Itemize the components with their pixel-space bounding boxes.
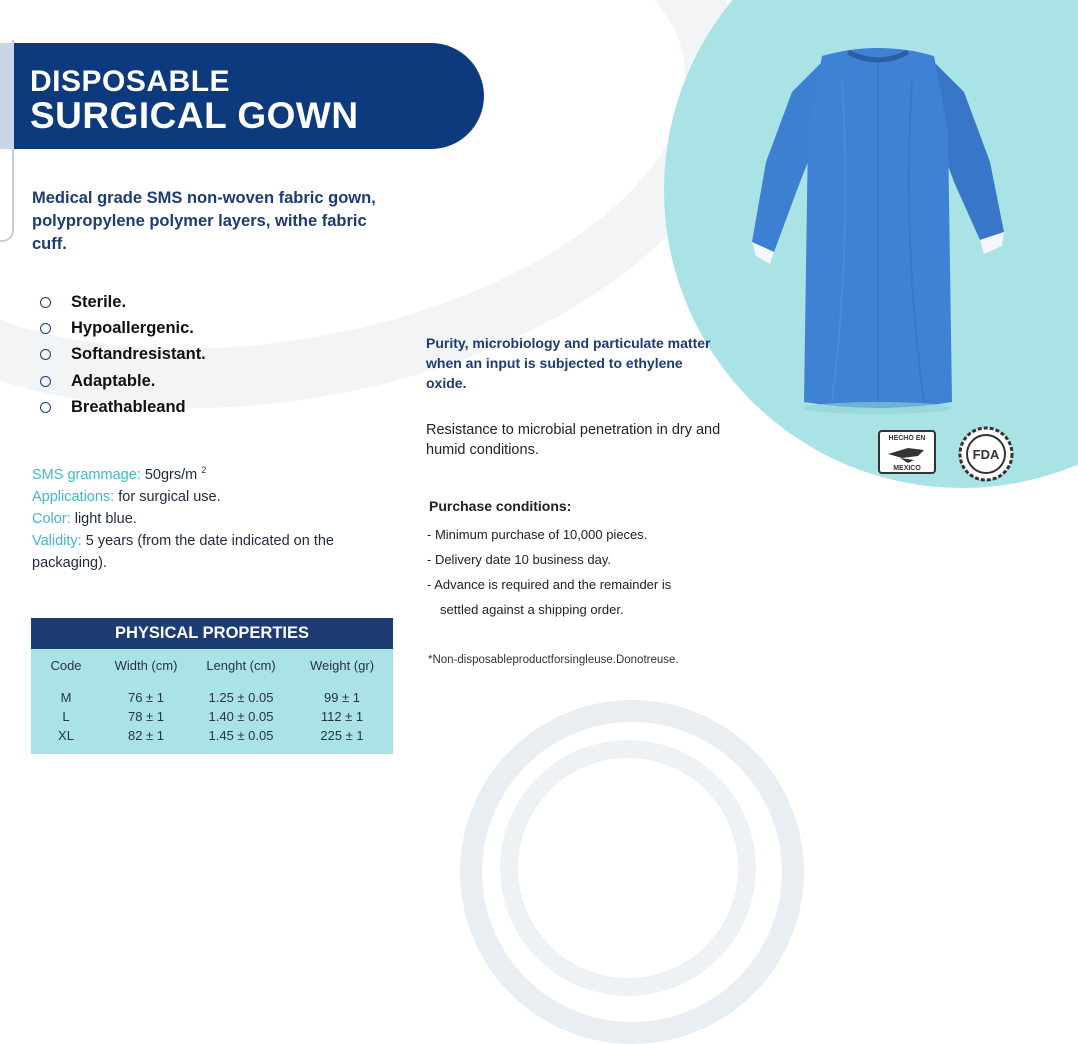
circle-bullet-icon: [40, 376, 51, 387]
spec-label: Color:: [32, 510, 71, 527]
table-title: PHYSICAL PROPERTIES: [31, 618, 393, 649]
purchase-conditions: [427, 498, 671, 622]
title-line-1: DISPOSABLE: [30, 65, 231, 98]
table-cell: 1.25 ± 0.05: [208, 690, 274, 705]
spec-value: 5 years (from the date indicated on the packaging).: [32, 532, 334, 571]
spec-validity: [32, 530, 402, 574]
spec-label: Validity:: [32, 532, 82, 549]
resistance-statement: Resistance to microbial penetration in dry and humid conditions.: [426, 422, 721, 458]
purchase-line: - Advance is required and the remainder is: [427, 577, 672, 592]
spec-applications: [32, 486, 402, 508]
circle-bullet-icon: [40, 323, 51, 334]
specifications: [32, 459, 402, 574]
feature-list: [40, 289, 206, 420]
table-row: [31, 688, 393, 707]
spec-value: for surgical use.: [118, 488, 221, 505]
feature-text: Breathableand: [71, 397, 186, 416]
spec-value: 50grs/m: [144, 466, 198, 483]
circle-bullet-icon: [40, 402, 51, 413]
feature-item: [40, 394, 206, 420]
purchase-line: settled against a shipping order.: [440, 602, 624, 617]
column-header: Code: [50, 658, 82, 673]
table-cell: 78 ± 1: [127, 709, 165, 724]
feature-text: Sterile.: [71, 292, 127, 311]
hecho-en-mexico-seal-icon: [878, 430, 936, 474]
purchase-line: - Delivery date 10 business day.: [427, 552, 612, 567]
feature-text: Softandresistant.: [71, 345, 206, 364]
feature-item: [40, 368, 206, 394]
spec-superscript: 2: [201, 465, 207, 475]
title-banner: [14, 43, 484, 149]
table-row: [31, 707, 393, 726]
title-line-2: SURGICAL GOWN: [30, 95, 359, 136]
table-row: [31, 726, 393, 745]
purchase-title: Purchase conditions:: [429, 498, 572, 514]
column-header: Weight (gr): [309, 658, 375, 673]
fda-seal-icon: [958, 426, 1014, 482]
table-cell: 225 ± 1: [320, 728, 364, 743]
table-cell: 1.40 ± 0.05: [208, 709, 274, 724]
table-cell: L: [62, 709, 70, 724]
title-banner-strip: [0, 43, 14, 149]
purity-statement: Purity, microbiology and particulate matter when an input is subjected to ethylene oxide.: [426, 335, 711, 391]
surgical-gown-image: [752, 42, 1004, 414]
usage-note: *Non-disposableproductforsingleuse.Donotreuse.: [428, 654, 679, 666]
table-header-row: [31, 658, 393, 673]
column-header: Width (cm): [114, 658, 178, 673]
table-cell: 1.45 ± 0.05: [208, 728, 274, 743]
circle-bullet-icon: [40, 349, 51, 360]
seal-text-bottom: MEXICO: [893, 465, 921, 472]
seal-fda-text: FDA: [972, 447, 1000, 462]
spec-label: Applications:: [32, 488, 115, 505]
table-cell: 99 ± 1: [323, 690, 361, 705]
circle-bullet-icon: [40, 297, 51, 308]
seal-text-top: HECHO EN: [888, 435, 926, 442]
spec-value: light blue.: [74, 510, 137, 527]
feature-item: [40, 289, 206, 315]
product-description: Medical grade SMS non-woven fabric gown, polypropylene polymer layers, withe fabric cuff.: [32, 189, 376, 253]
background-arc-bottom-inner: [500, 740, 756, 996]
column-header: Lenght (cm): [206, 658, 276, 673]
spec-label: SMS grammage:: [32, 466, 141, 483]
feature-text: Hypoallergenic.: [71, 318, 194, 337]
feature-item: [40, 342, 206, 368]
table-cell: XL: [58, 728, 74, 743]
feature-text: Adaptable.: [71, 371, 156, 390]
table-cell: 76 ± 1: [127, 690, 165, 705]
physical-properties-table: [31, 618, 393, 754]
table-cell: M: [60, 690, 72, 705]
spec-grammage: [32, 459, 402, 486]
spec-color: [32, 508, 402, 530]
table-cell: 82 ± 1: [127, 728, 165, 743]
purchase-line: - Minimum purchase of 10,000 pieces.: [427, 527, 648, 542]
feature-item: [40, 315, 206, 341]
table-cell: 112 ± 1: [320, 709, 364, 724]
